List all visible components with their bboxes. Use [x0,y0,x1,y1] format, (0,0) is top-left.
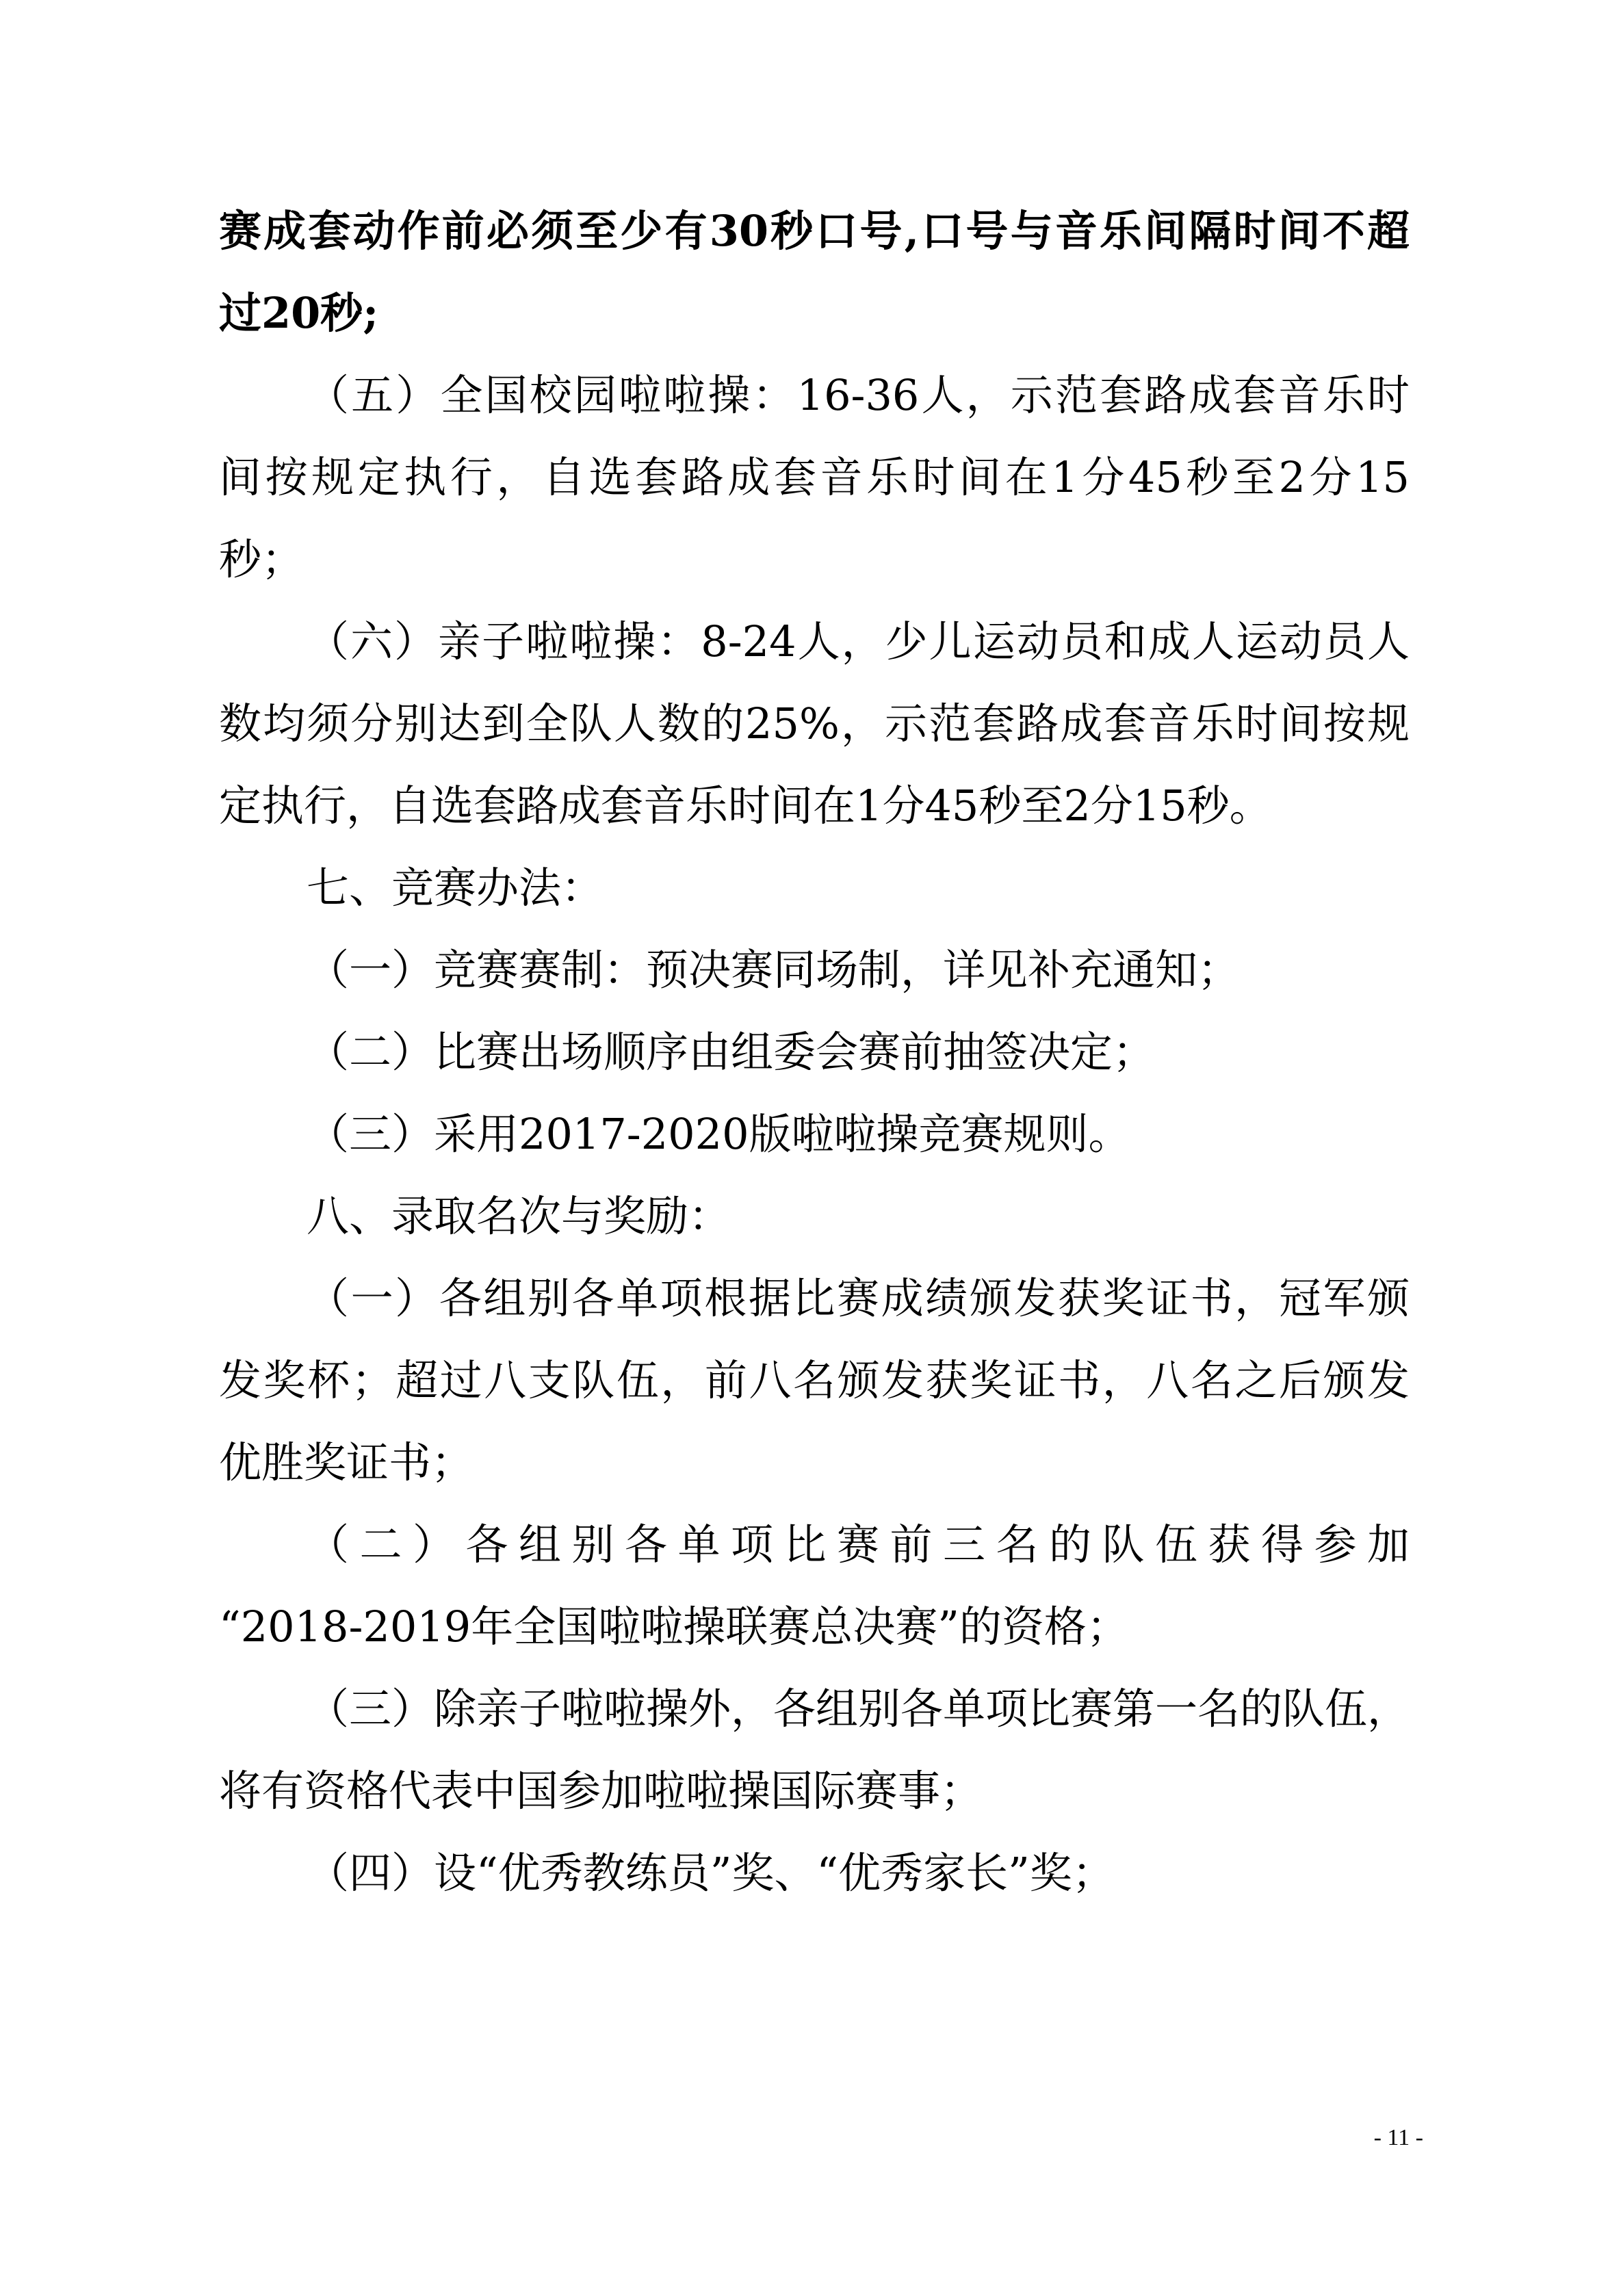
section-heading-8: 八、录取名次与奖励： [307,1191,731,1241]
text-line-21: （四）设“优秀教练员”奖、“优秀家长”奖； [307,1848,1115,1898]
text-line-18: “2018-2019年全国啦啦操联赛总决赛”的资格； [219,1602,1129,1652]
text-line-5: 秒； [219,534,304,584]
page-number: - 11 - [1373,2125,1423,2150]
text-line-19: （三）除亲子啦啦操外，各组别各单项比赛第一名的队伍， [307,1684,1410,1734]
text-line-17: （二）各组别各单项比赛前三名的队伍获得参加 [307,1519,1410,1569]
section-heading-7: 七、竞赛办法： [307,863,604,913]
text-line-1 [219,204,1410,259]
emphasized-text: 赛成套动作前 [219,206,487,256]
text-line-10: （一）竞赛赛制：预决赛同场制，详见补充通知； [307,945,1241,995]
text-line-12: （三）采用2017-2020版啦啦操竞赛规则。 [307,1109,1131,1159]
text-line-8: 定执行，自选套路成套音乐时间在1分45秒至2分15秒。 [219,781,1272,831]
text-line-15: 发奖杯；超过八支队伍，前八名颁发获奖证书，八名之后颁发 [219,1355,1410,1405]
text-line-4: 间按规定执行，自选套路成套音乐时间在1分45秒至2分15 [219,452,1410,502]
text-line-1-rest: 必须至少有30秒口号,口号与音乐间隔时间不超 [486,206,1410,256]
text-line-2: 过20秒; [219,288,379,338]
text-line-6: （六）亲子啦啦操：8-24人，少儿运动员和成人运动员人 [307,616,1410,666]
text-line-16: 优胜奖证书； [219,1437,474,1487]
text-line-7: 数均须分别达到全队人数的25%，示范套路成套音乐时间按规 [219,699,1410,748]
text-line-11: （二）比赛出场顺序由组委会赛前抽签决定； [307,1027,1156,1077]
text-line-14: （一）各组别各单项根据比赛成绩颁发获奖证书，冠军颁 [307,1273,1410,1323]
text-line-20: 将有资格代表中国参加啦啦操国际赛事； [219,1766,983,1816]
text-line-3: （五）全国校园啦啦操：16-36人，示范套路成套音乐时 [307,370,1410,420]
